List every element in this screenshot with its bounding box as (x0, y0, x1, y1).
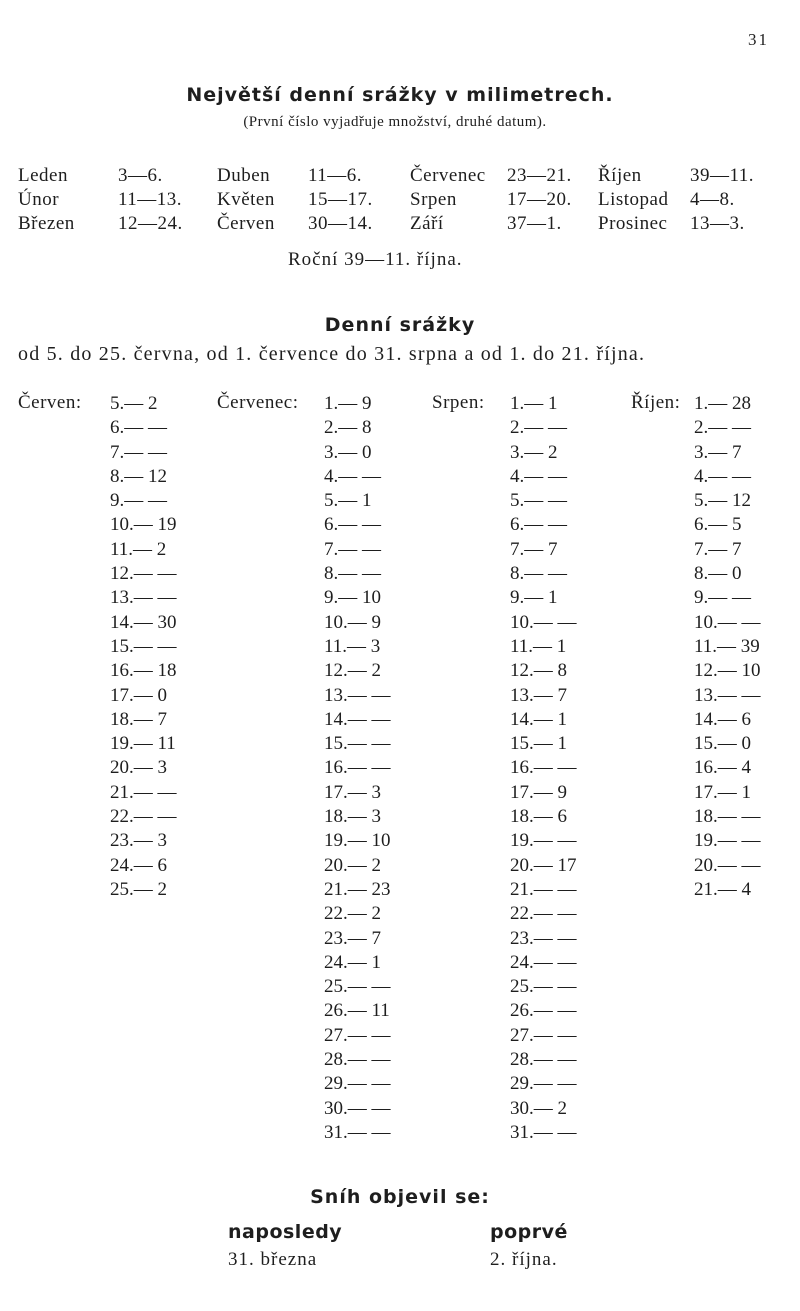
max-month-value: 37—1. (507, 213, 562, 234)
daily-value: 10.— 9 (324, 611, 381, 633)
daily-value: 18.— 7 (110, 708, 167, 730)
daily-value: 30.— 2 (510, 1097, 567, 1119)
daily-value: 31.— — (324, 1121, 391, 1143)
daily-value: 7.— 7 (694, 538, 742, 560)
daily-value: 19.— — (694, 830, 761, 852)
daily-value: 9.— 10 (324, 587, 381, 609)
daily-value: 17.— 3 (324, 781, 381, 803)
daily-value: 27.— — (510, 1024, 577, 1046)
daily-value: 7.— — (324, 538, 381, 560)
daily-value: 15.— — (110, 635, 177, 657)
max-month-value: 4—8. (690, 189, 735, 210)
daily-value: 8.— — (510, 563, 567, 585)
daily-value: 10.— — (694, 611, 761, 633)
max-month-value: 39—11. (690, 165, 755, 186)
daily-value: 31.— — (510, 1121, 577, 1143)
daily-value: 15.— 1 (510, 733, 567, 755)
daily-value: 29.— — (324, 1073, 391, 1095)
daily-value: 14.— — (324, 708, 391, 730)
daily-value: 6.— 5 (694, 514, 742, 536)
page-number: 31 (748, 30, 769, 49)
max-daily-title: Největší denní srážky v milimetrech. (186, 84, 614, 106)
daily-value: 11.— 2 (110, 538, 167, 560)
max-month-label: Červenec (410, 165, 486, 186)
max-month-label: Březen (18, 213, 75, 234)
max-month-value: 15—17. (308, 189, 373, 210)
daily-value: 26.— — (510, 1000, 577, 1022)
daily-value: 14.— 30 (110, 611, 177, 633)
daily-value: 6.— — (510, 514, 567, 536)
daily-value: 2.— — (510, 417, 567, 439)
daily-value: 26.— 11 (324, 1000, 390, 1022)
daily-value: 13.— — (110, 587, 177, 609)
daily-value: 25.— — (510, 976, 577, 998)
max-month-label: Leden (18, 165, 68, 186)
daily-value: 16.— 4 (694, 757, 751, 779)
daily-value: 18.— 6 (510, 806, 567, 828)
daily-value: 21.— — (110, 781, 177, 803)
daily-value: 13.— — (324, 684, 391, 706)
daily-value: 23.— 7 (324, 927, 381, 949)
daily-value: 16.— — (324, 757, 391, 779)
daily-title: Denní srážky (324, 314, 476, 336)
daily-value: 15.— — (324, 733, 391, 755)
snow-first-value: 2. října. (490, 1249, 558, 1270)
max-month-value: 3—6. (118, 165, 163, 186)
daily-value: 20.— 17 (510, 854, 577, 876)
daily-value: 23.— — (510, 927, 577, 949)
daily-value: 18.— — (694, 806, 761, 828)
daily-value: 13.— 7 (510, 684, 567, 706)
daily-value: 11.— 3 (324, 635, 381, 657)
daily-value: 10.— — (510, 611, 577, 633)
max-month-label: Duben (217, 165, 271, 186)
daily-value: 22.— — (110, 806, 177, 828)
snow-first-label: poprvé (490, 1221, 568, 1243)
daily-value: 28.— — (510, 1049, 577, 1071)
daily-value: 5.— — (510, 490, 567, 512)
daily-month-column (510, 392, 577, 1145)
daily-value: 8.— — (324, 563, 381, 585)
daily-value: 9.— 1 (510, 587, 558, 609)
daily-value: 3.— 0 (324, 441, 372, 463)
daily-value: 19.— 10 (324, 830, 391, 852)
daily-value: 12.— 10 (694, 660, 761, 682)
daily-value: 20.— — (694, 854, 761, 876)
daily-value: 15.— 0 (694, 733, 751, 755)
daily-value: 24.— 1 (324, 951, 381, 973)
daily-value: 4.— — (324, 465, 381, 487)
daily-value: 3.— 2 (510, 441, 558, 463)
daily-value: 6.— — (110, 417, 167, 439)
daily-value: 11.— 1 (510, 635, 567, 657)
daily-value: 8.— 12 (110, 465, 167, 487)
daily-value: 17.— 9 (510, 781, 567, 803)
max-daily-subtitle: (První číslo vyjadřuje množství, druhé datum). (243, 114, 547, 130)
daily-value: 12.— 8 (510, 660, 567, 682)
daily-month-label: Červenec: (217, 392, 299, 413)
daily-value: 14.— 1 (510, 708, 567, 730)
max-month-value: 13—3. (690, 213, 745, 234)
snow-title: Sníh objevil se: (310, 1186, 490, 1208)
daily-month-label: Srpen: (432, 392, 485, 413)
daily-value: 16.— — (510, 757, 577, 779)
daily-value: 21.— 4 (694, 878, 751, 900)
daily-value: 5.— 12 (694, 490, 751, 512)
snow-last-label: naposledy (228, 1221, 343, 1243)
daily-value: 25.— 2 (110, 878, 167, 900)
daily-month-column (694, 392, 761, 902)
daily-period: od 5. do 25. června, od 1. července do 31. srpna a od 1. do 21. října. (18, 343, 646, 365)
daily-value: 4.— — (510, 465, 567, 487)
daily-value: 13.— — (694, 684, 761, 706)
daily-value: 19.— — (510, 830, 577, 852)
daily-value: 21.— 23 (324, 878, 391, 900)
daily-value: 1.— 28 (694, 393, 751, 414)
daily-value: 24.— 6 (110, 854, 167, 876)
max-month-value: 11—13. (118, 189, 183, 210)
daily-value: 25.— — (324, 976, 391, 998)
daily-month-label: Říjen: (631, 392, 681, 413)
daily-value: 10.— 19 (110, 514, 177, 536)
daily-value: 1.— 1 (510, 393, 558, 414)
daily-value: 9.— — (694, 587, 751, 609)
max-month-label: Srpen (410, 189, 457, 210)
daily-value: 27.— — (324, 1024, 391, 1046)
daily-value: 14.— 6 (694, 708, 751, 730)
daily-value: 7.— — (110, 441, 167, 463)
daily-value: 29.— — (510, 1073, 577, 1095)
max-month-label: Říjen (598, 165, 642, 186)
daily-value: 3.— 7 (694, 441, 742, 463)
daily-value: 17.— 1 (694, 781, 751, 803)
daily-value: 2.— 8 (324, 417, 372, 439)
max-month-value: 12—24. (118, 213, 183, 234)
daily-value: 16.— 18 (110, 660, 177, 682)
daily-month-column (324, 392, 391, 1145)
daily-value: 6.— — (324, 514, 381, 536)
daily-value: 18.— 3 (324, 806, 381, 828)
daily-value: 11.— 39 (694, 635, 760, 657)
daily-value: 5.— 2 (110, 393, 158, 414)
daily-value: 20.— 2 (324, 854, 381, 876)
daily-value: 2.— — (694, 417, 751, 439)
daily-value: 20.— 3 (110, 757, 167, 779)
daily-value: 30.— — (324, 1097, 391, 1119)
snow-last-value: 31. března (228, 1249, 318, 1270)
daily-value: 12.— — (110, 563, 177, 585)
daily-value: 1.— 9 (324, 393, 372, 414)
max-month-value: 23—21. (507, 165, 572, 186)
max-month-value: 11—6. (308, 165, 363, 186)
daily-value: 22.— 2 (324, 903, 381, 925)
daily-value: 19.— 11 (110, 733, 176, 755)
max-month-value: 17—20. (507, 189, 572, 210)
max-month-label: Květen (217, 189, 275, 210)
daily-value: 23.— 3 (110, 830, 167, 852)
daily-value: 17.— 0 (110, 684, 167, 706)
daily-value: 5.— 1 (324, 490, 372, 512)
max-month-label: Prosinec (598, 213, 668, 234)
max-month-label: Únor (18, 189, 60, 210)
annual-maximum: Roční 39—11. října. (288, 249, 463, 270)
daily-value: 24.— — (510, 951, 577, 973)
daily-value: 8.— 0 (694, 563, 742, 585)
daily-month-label: Červen: (18, 392, 82, 413)
daily-value: 28.— — (324, 1049, 391, 1071)
daily-value: 21.— — (510, 878, 577, 900)
daily-value: 9.— — (110, 490, 167, 512)
daily-value: 7.— 7 (510, 538, 558, 560)
max-month-value: 30—14. (308, 213, 373, 234)
daily-month-column (110, 392, 177, 902)
max-month-label: Září (410, 213, 444, 234)
daily-value: 22.— — (510, 903, 577, 925)
daily-value: 4.— — (694, 465, 751, 487)
daily-value: 12.— 2 (324, 660, 381, 682)
max-month-label: Červen (217, 213, 275, 234)
max-month-label: Listopad (598, 189, 669, 210)
